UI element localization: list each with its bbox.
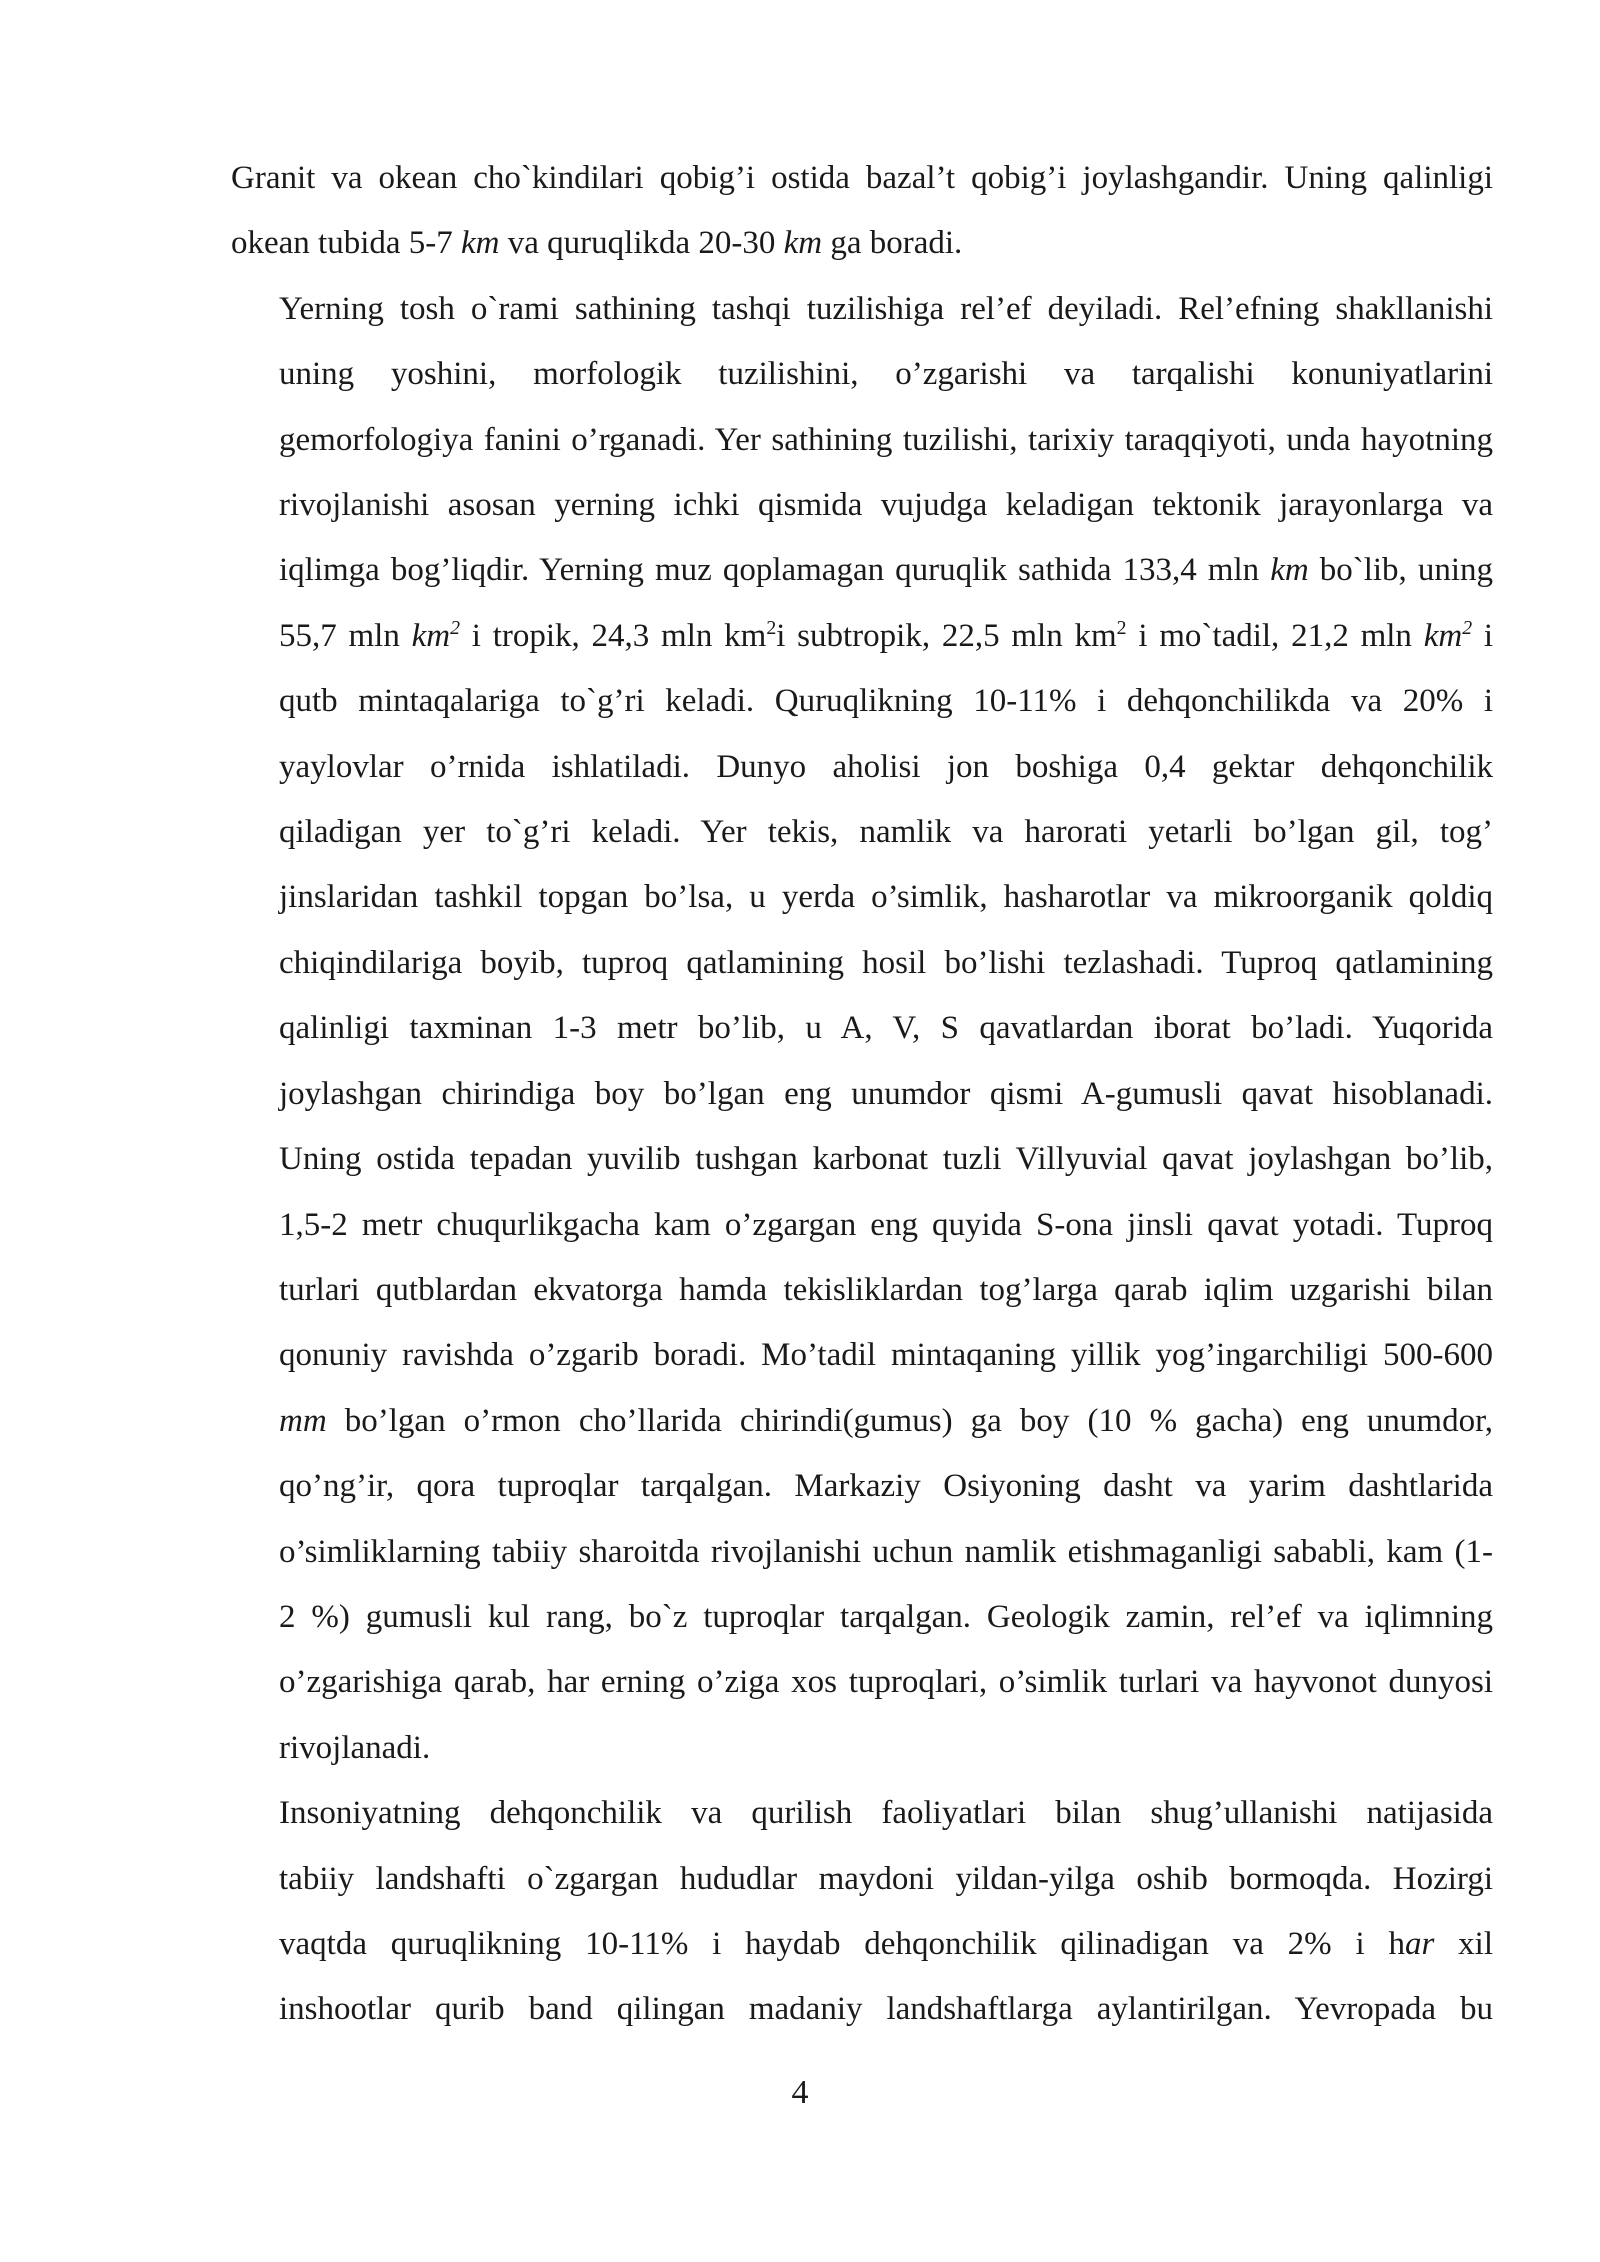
text-line: Uning ostida tepadan yuvilib tushgan karbonat tuzli Villyuvial qavat joylashgan bo’lib,: [279, 1141, 1493, 1178]
text-line: qo’ng’ir, qora tuproqlar tarqalgan. Markaziy Osiyoning dasht va yarim dashtlarida: [279, 1468, 1493, 1505]
text-line: qiladigan yer to`g’ri keladi. Yer tekis, namlik va harorati yetarli bo’lgan gil, tog’: [279, 814, 1493, 851]
text-line: rivojlanadi.: [279, 1729, 431, 1766]
text-line: joylashgan chirindiga boy bo’lgan eng unumdor qismi A-gumusli qavat hisoblanadi.: [279, 1075, 1493, 1112]
text-line: rivojlanishi asosan yerning ichki qismida vujudga keladigan tektonik jarayonlarga va: [279, 487, 1493, 524]
paragraph: [231, 146, 1493, 277]
text-line: qonuniy ravishda o’zgarib boradi. Mo’tadil mintaqaning yillik yog’ingarchiligi 500-600: [279, 1337, 1493, 1374]
document-page: [231, 146, 1493, 2043]
text-line: yaylovlar o’rnida ishlatiladi. Dunyo aholisi jon boshiga 0,4 gektar dehqonchilik: [279, 748, 1493, 785]
text-line: vaqtda quruqlikning 10-11% i haydab dehqonchilik qilinadigan va 2% i har xil: [279, 1925, 1493, 1962]
text-line: o’simliklarning tabiiy sharoitda rivojlanishi uchun namlik etishmaganligi sababli, kam (1-: [279, 1533, 1493, 1570]
page-number: 4: [791, 2074, 809, 2111]
text-line: qutb mintaqalariga to`g’ri keladi. Quruqlikning 10-11% i dehqonchilikda va 20% i: [279, 683, 1493, 720]
paragraph: [231, 277, 1493, 1781]
paragraph: [231, 1781, 1493, 2043]
text-line: jinslaridan tashkil topgan bo’lsa, u yerda o’simlik, hasharotlar va mikroorganik qoldiq: [279, 879, 1493, 916]
text-line: gemorfologiya fanini o’rganadi. Yer sathining tuzilishi, tarixiy taraqqiyoti, unda hayotning: [279, 421, 1493, 458]
text-line: tabiiy landshafti o`zgargan hududlar maydoni yildan-yilga oshib bormoqda. Hozirgi: [279, 1860, 1493, 1897]
text-line: 2 %) gumusli kul rang, bo`z tuproqlar tarqalgan. Geologik zamin, rel’ef va iqlimning: [279, 1598, 1493, 1635]
text-line: uning yoshini, morfologik tuzilishini, o’zgarishi va tarqalishi konuniyatlarini: [279, 356, 1493, 393]
text-line: okean tubida 5-7 km va quruqlikda 20-30 km ga boradi.: [231, 225, 963, 262]
text-line: qalinligi taxminan 1-3 metr bo’lib, u A, V, S qavatlardan iborat bo’ladi. Yuqorida: [279, 1010, 1493, 1047]
text-line: Insoniyatning dehqonchilik va qurilish faoliyatlari bilan shug’ullanishi natijasida: [279, 1795, 1493, 1832]
text-line: turlari qutblardan ekvatorga hamda tekisliklardan tog’larga qarab iqlim uzgarishi bilan: [279, 1271, 1493, 1308]
text-line: Granit va okean cho`kindilari qobig’i ostida bazal’t qobig’i joylashgandir. Uning qalinligi: [231, 160, 1493, 196]
text-line: inshootlar qurib band qilingan madaniy landshaftlarga aylantirilgan. Yevropada bu: [279, 1991, 1493, 2028]
text-line: 55,7 mln $km^2$ i tropik, 24,3 mln $km^2i$ subtropik, 22,5 mln $km^2$ i mo`tadil, 21,2 mln $km^2$ i: [279, 616, 1494, 654]
text-line: 1,5-2 metr chuqurlikgacha kam o’zgargan eng quyida S-ona jinsli qavat yotadi. Tuproq: [279, 1206, 1493, 1243]
text-line: Yerning tosh o`rami sathining tashqi tuzilishiga rel’ef deyiladi. Rel’efning shakllanishi: [279, 290, 1493, 327]
text-line: mm bo’lgan o’rmon cho’llarida chirindi(gumus) ga boy (10 % gacha) eng unumdor,: [279, 1402, 1493, 1439]
text-line: chiqindilariga boyib, tuproq qatlamining hosil bo’lishi tezlashadi. Tuproq qatlamining: [279, 944, 1493, 981]
text-line: o’zgarishiga qarab, har erning o’ziga xos tuproqlari, o’simlik turlari va hayvonot dunyosi: [279, 1664, 1493, 1701]
text-line: iqlimga bog’liqdir. Yerning muz qoplamagan quruqlik sathida 133,4 mln km bo`lib, uning: [279, 552, 1493, 589]
